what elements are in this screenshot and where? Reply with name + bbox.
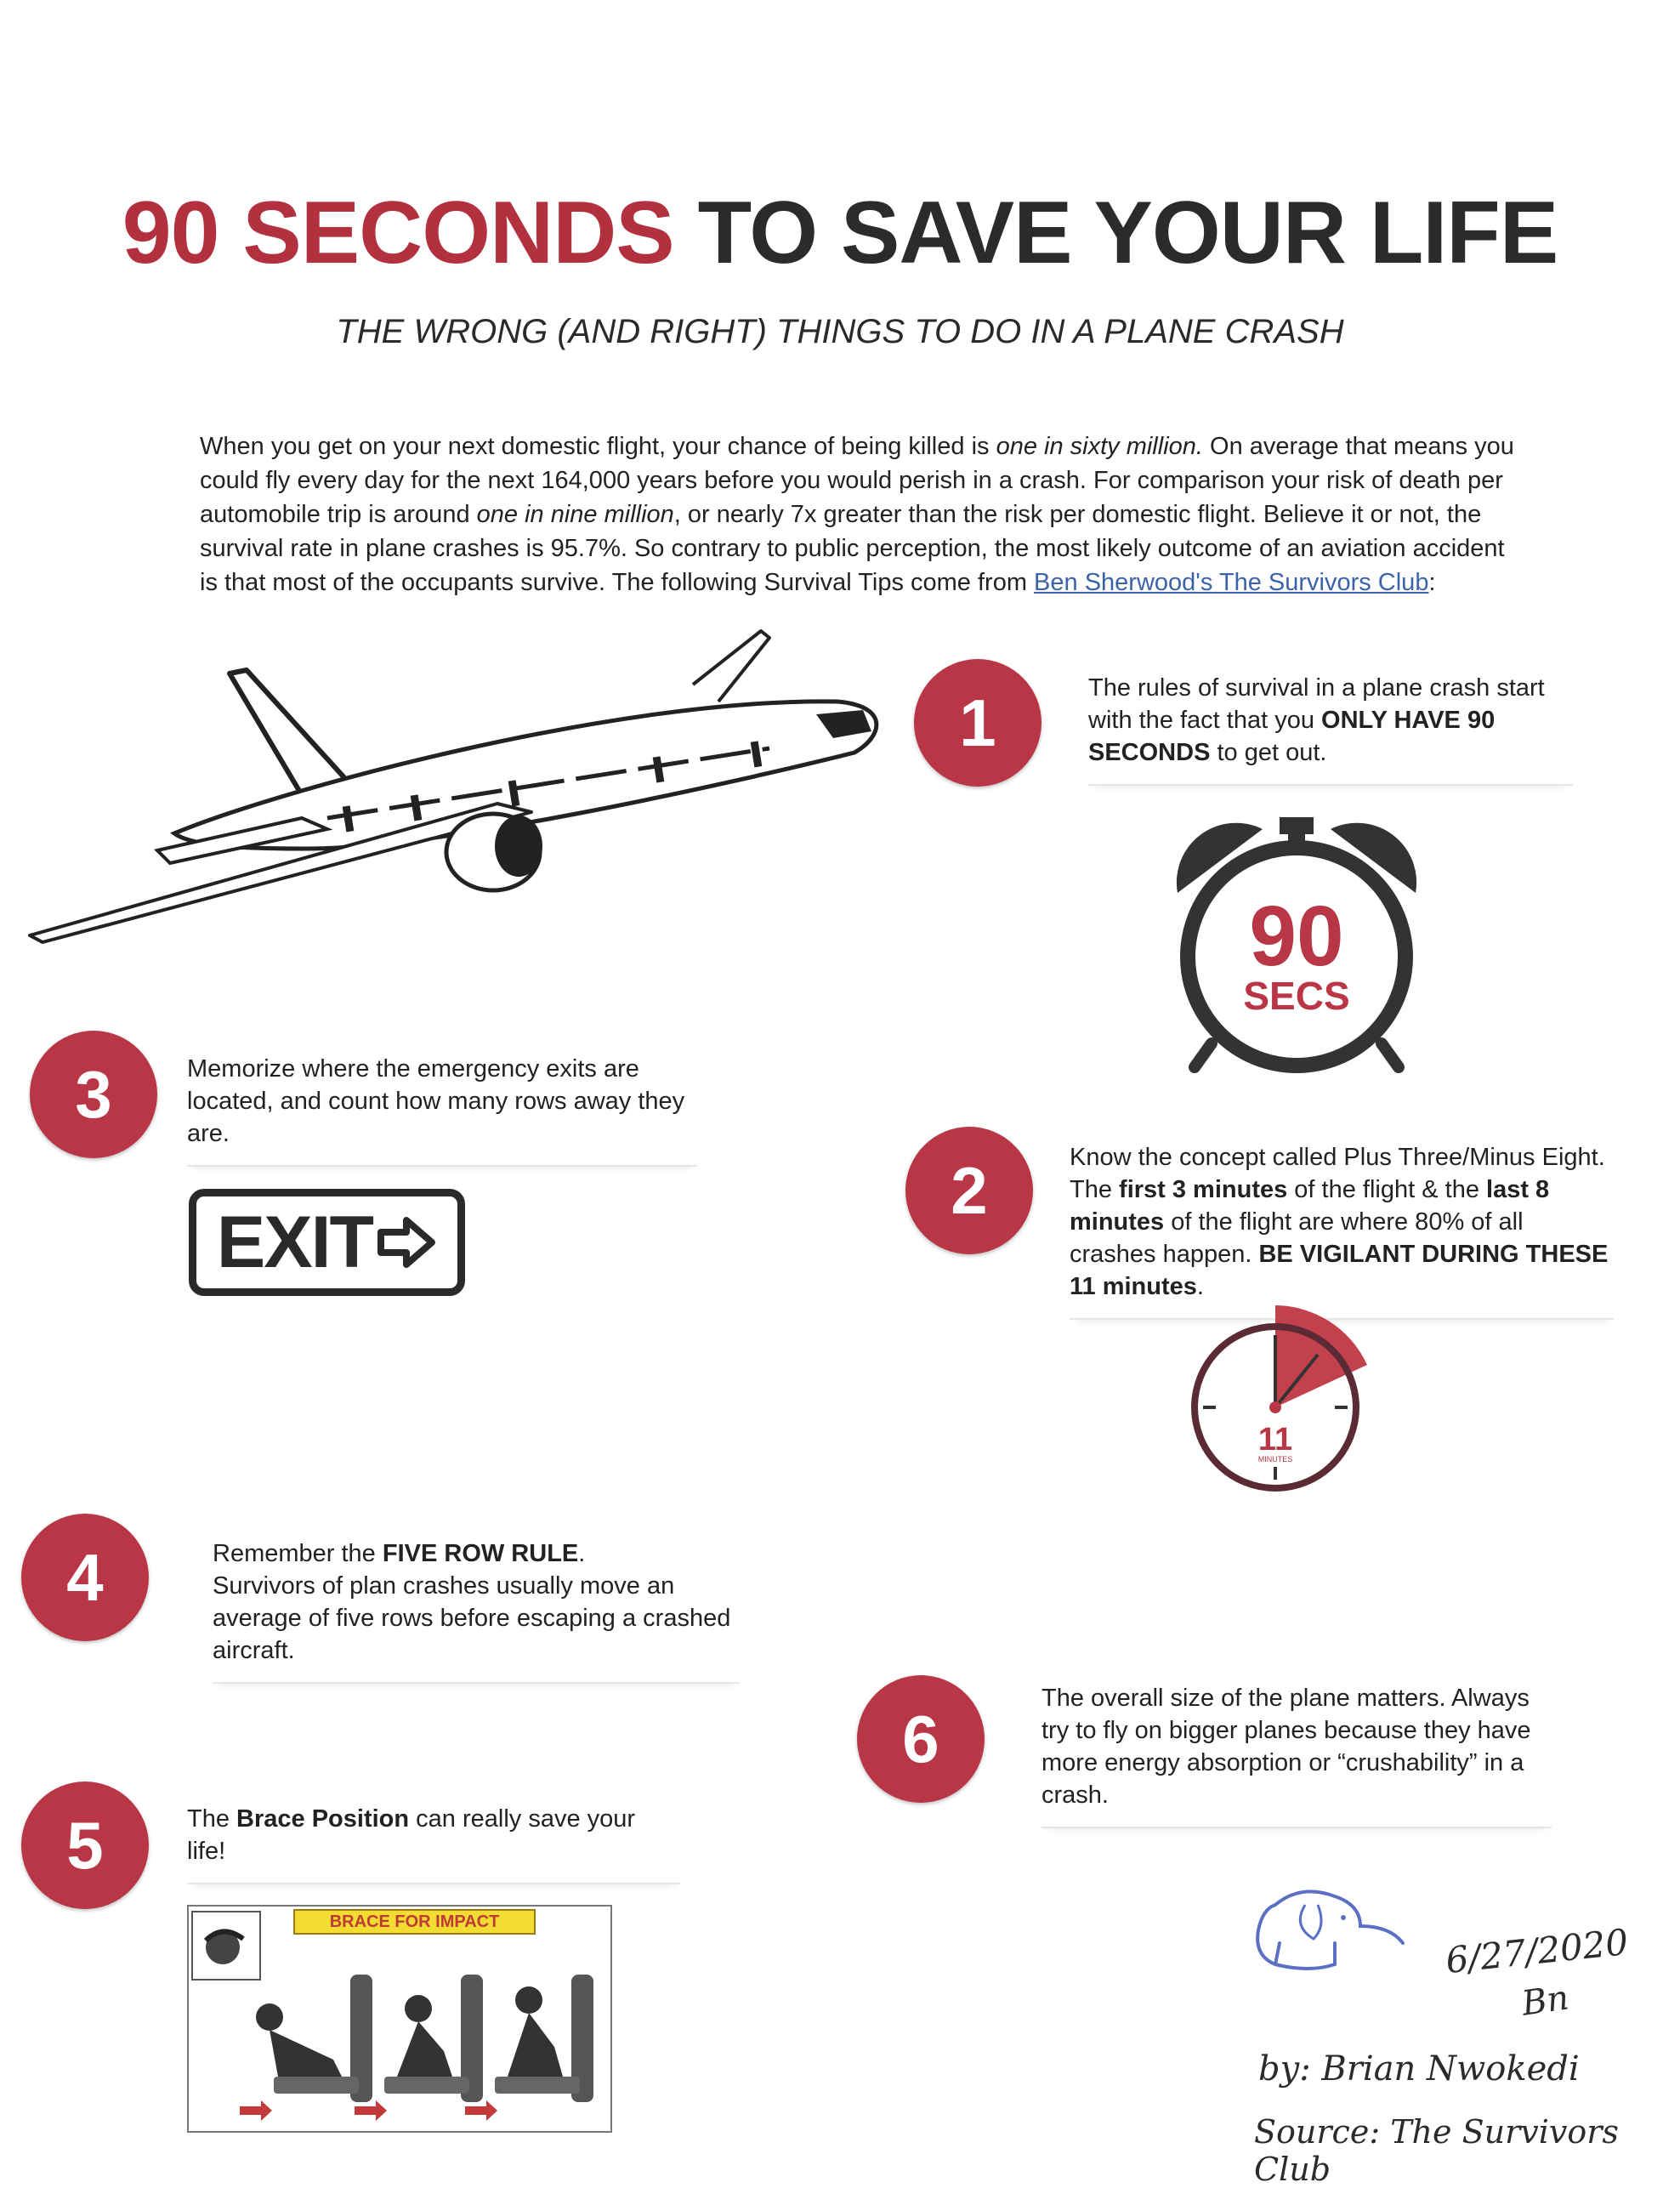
elephant-logo [1241,1879,1411,1981]
tip-2-emphasis-last: last 8 minutes [1070,1176,1550,1236]
tip-4-emphasis: FIVE ROW RULE [382,1540,579,1567]
clock-number: 11 [1257,1422,1293,1458]
tip-2-emphasis-first: first 3 minutes [1119,1176,1288,1203]
title-rest: TO SAVE YOUR LIFE [697,184,1558,282]
handwritten-byline: by: Brian Nwokedi [1258,2049,1580,2089]
intro-text-1: When you get on your next domestic flight, your chance of being killed is [200,433,996,460]
tip-3-badge: 3 [30,1031,157,1158]
tip-4-text [213,1537,740,1684]
stopwatch-number: 90 [1249,889,1344,984]
stopwatch-icon [1161,812,1433,1084]
tip-2-part-g: . [1196,1273,1204,1300]
tip-1-badge: 1 [914,659,1041,787]
tip-1-part-c: to get out. [1210,739,1327,766]
tip-4-part-c: . [578,1540,586,1567]
tip-6-text: The overall size of the plane matters. Always try to fly on bigger planes because they have more energy absorption or “crushability” in a crash. [1041,1682,1552,1828]
airplane-illustration [21,621,905,944]
exit-label: EXIT [216,1201,373,1283]
tip-2-part-a: Know the concept called Plus Three/Minus Eight. The [1070,1144,1605,1203]
tip-1-part-a: The rules of survival in a plane crash start with the fact that you [1088,674,1545,734]
brace-banner: BRACE FOR IMPACT [293,1909,536,1935]
handwritten-date: 6/27/2020 [1444,1920,1631,1982]
brace-position-illustration [189,1907,610,2131]
tip-4-badge: 4 [21,1514,149,1641]
tip-5-emphasis: Brace Position [236,1805,410,1833]
tip-3-text: Memorize where the emergency exits are located, and count how many rows away they are. [187,1053,697,1167]
tip-1-text [1088,672,1573,786]
clock-unit: MINUTES [1257,1455,1293,1463]
handwritten-source: Source: The Survivors Club [1254,2113,1619,2188]
stopwatch-unit: SECS [1243,974,1350,1018]
tip-5-badge: 5 [21,1782,149,1909]
intro-text-3: , or nearly 7x greater than the risk per domestic flight. Believe it or not, the survival rate in plane crashes is 95.7%. So contrary to public perception, the most likely outcome of an aviation accident is that most of the occupants survive. The following Survival Tips come from [200,501,1505,596]
intro-text-4: : [1428,569,1436,596]
tip-2-part-c: of the flight & the [1287,1176,1487,1203]
page-title [0,183,1680,284]
survivors-club-link[interactable]: Ben Sherwood's The Survivors Club [1034,569,1429,596]
handwritten-initials: Bn [1519,1978,1572,2024]
intro-paragraph [200,429,1526,600]
title-highlight: 90 SECONDS [122,184,674,282]
tip-2-part-e: of the flight are where 80% of all crashes happen. [1070,1208,1524,1268]
tip-5-part-a: The [187,1805,237,1833]
arrow-right-icon [376,1215,437,1270]
tip-4-part-a: Remember the [213,1540,383,1567]
tip-4-part-d: Survivors of plan crashes usually move an average of five rows before escaping a crashed aircraft. [213,1572,731,1664]
tip-2-text [1070,1141,1614,1320]
intro-text-2: On average that means you could fly every day for the next 164,000 years before you would perish in a crash. For comparison your risk of death per automobile trip is around [200,433,1514,528]
tip-5-text [187,1803,680,1884]
tip-1-emphasis: ONLY HAVE 90 SECONDS [1088,707,1496,766]
clock-icon [1182,1297,1386,1501]
tip-2-badge: 2 [905,1127,1033,1254]
page-subtitle: THE WRONG (AND RIGHT) THINGS TO DO IN A PLANE CRASH [336,313,1344,350]
tip-5-part-c: can really save your life! [187,1805,636,1865]
intro-emphasis-2: one in nine million [476,501,674,528]
tip-6-badge: 6 [857,1675,985,1803]
intro-emphasis-1: one in sixty million. [996,433,1203,460]
tip-2-emphasis-vigilant: BE VIGILANT DURING THESE 11 minutes [1070,1241,1609,1300]
exit-sign [189,1189,465,1296]
